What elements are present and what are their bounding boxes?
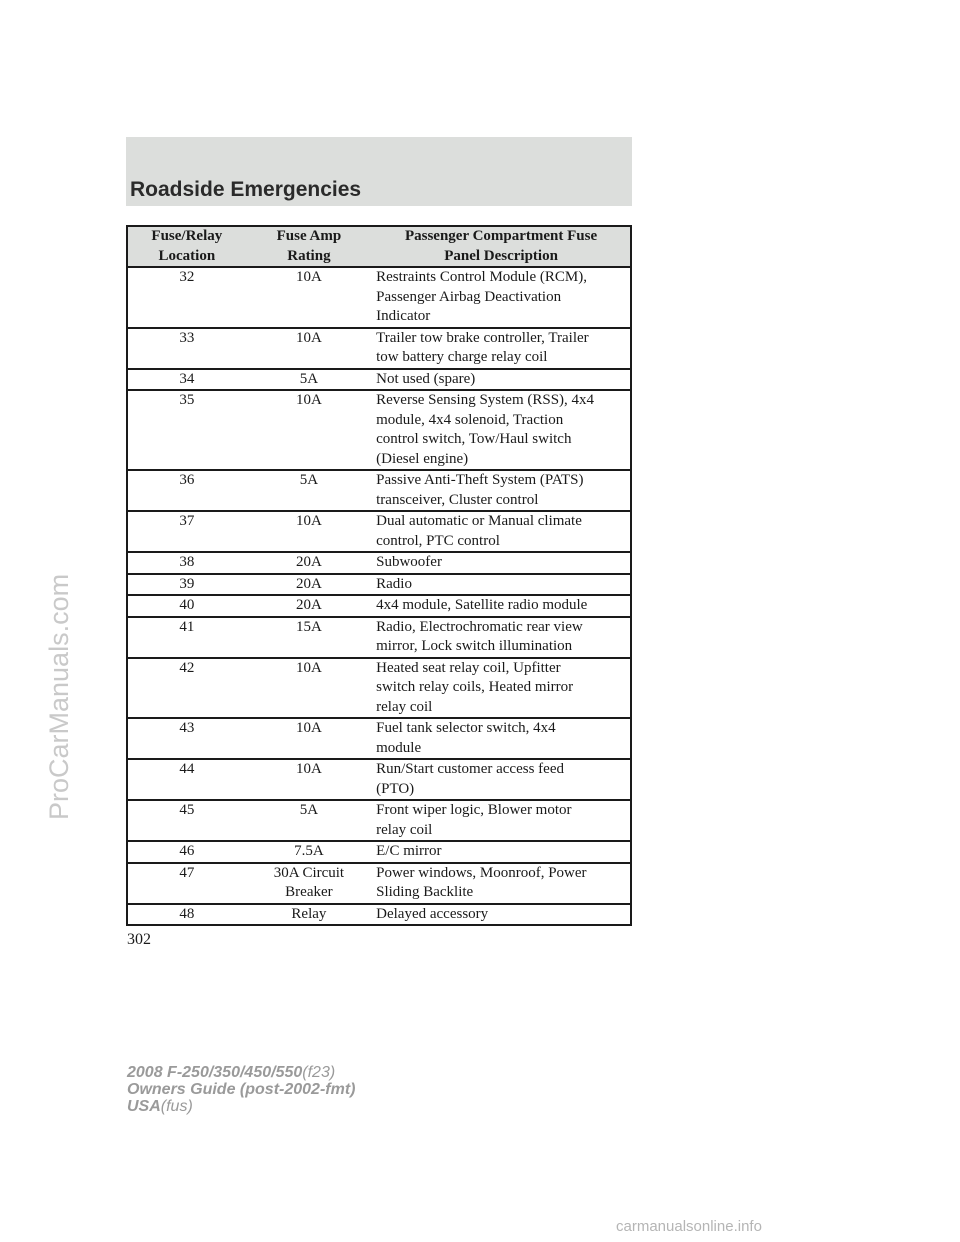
fuse-amp-cell: 20A	[246, 574, 372, 596]
table-row	[127, 328, 631, 369]
fuse-location-cell: 39	[127, 574, 246, 596]
fuse-table	[126, 225, 632, 926]
fuse-location-cell: 41	[127, 617, 246, 658]
table-row	[127, 800, 631, 841]
column-header-description: Passenger Compartment Fuse Panel Description	[372, 226, 631, 267]
table-row	[127, 617, 631, 658]
fuse-description-cell: 4x4 module, Satellite radio module	[372, 595, 631, 617]
fuse-location-cell: 47	[127, 863, 246, 904]
fuse-location-cell: 44	[127, 759, 246, 800]
table-row	[127, 470, 631, 511]
fuse-amp-cell: 10A	[246, 511, 372, 552]
table-row	[127, 841, 631, 863]
fuse-description-cell: Front wiper logic, Blower motor relay coil	[372, 800, 631, 841]
fuse-amp-cell: 5A	[246, 470, 372, 511]
fuse-amp-cell: 5A	[246, 369, 372, 391]
table-row	[127, 759, 631, 800]
fuse-amp-cell: 10A	[246, 658, 372, 719]
fuse-description-cell: E/C mirror	[372, 841, 631, 863]
fuse-amp-cell: Relay	[246, 904, 372, 926]
fuse-description-cell: Fuel tank selector switch, 4x4 module	[372, 718, 631, 759]
fuse-location-cell: 33	[127, 328, 246, 369]
table-row	[127, 267, 631, 328]
fuse-description-cell: Trailer tow brake controller, Trailer tow battery charge relay coil	[372, 328, 631, 369]
fuse-table-body	[127, 267, 631, 925]
fuse-description-cell: Radio	[372, 574, 631, 596]
table-row	[127, 658, 631, 719]
table-row	[127, 718, 631, 759]
fuse-location-cell: 34	[127, 369, 246, 391]
column-header-amp-rating: Fuse Amp Rating	[246, 226, 372, 267]
fuse-description-cell: Run/Start customer access feed (PTO)	[372, 759, 631, 800]
fuse-amp-cell: 10A	[246, 267, 372, 328]
page-number: 302	[127, 931, 151, 948]
table-header-row	[127, 226, 631, 267]
fuse-amp-cell: 20A	[246, 595, 372, 617]
fuse-amp-cell: 15A	[246, 617, 372, 658]
footer-guide: Owners Guide (post-2002-fmt)	[127, 1081, 356, 1098]
table-row	[127, 369, 631, 391]
footer-region-code: (fus)	[160, 1098, 193, 1115]
fuse-location-cell: 38	[127, 552, 246, 574]
table-row	[127, 574, 631, 596]
section-title: Roadside Emergencies	[130, 178, 362, 201]
fuse-description-cell: Heated seat relay coil, Upfitter switch relay coils, Heated mirror relay coil	[372, 658, 631, 719]
fuse-location-cell: 46	[127, 841, 246, 863]
fuse-amp-cell: 10A	[246, 390, 372, 470]
fuse-amp-cell: 7.5A	[246, 841, 372, 863]
table-row	[127, 863, 631, 904]
fuse-amp-cell: 10A	[246, 718, 372, 759]
fuse-location-cell: 35	[127, 390, 246, 470]
fuse-description-cell: Power windows, Moonroof, Power Sliding Backlite	[372, 863, 631, 904]
fuse-amp-cell: 10A	[246, 328, 372, 369]
table-row	[127, 595, 631, 617]
fuse-description-cell: Radio, Electrochromatic rear view mirror, Lock switch illumination	[372, 617, 631, 658]
fuse-description-cell: Not used (spare)	[372, 369, 631, 391]
table-row	[127, 511, 631, 552]
fuse-description-cell: Delayed accessory	[372, 904, 631, 926]
fuse-amp-cell: 5A	[246, 800, 372, 841]
fuse-amp-cell: 10A	[246, 759, 372, 800]
document-footer	[127, 1064, 355, 1115]
fuse-description-cell: Subwoofer	[372, 552, 631, 574]
side-watermark: ProCarManuals.com	[44, 573, 74, 820]
fuse-location-cell: 40	[127, 595, 246, 617]
fuse-location-cell: 42	[127, 658, 246, 719]
column-header-location: Fuse/Relay Location	[127, 226, 246, 267]
table-row	[127, 390, 631, 470]
fuse-location-cell: 32	[127, 267, 246, 328]
footer-model-code: (f23)	[302, 1064, 336, 1081]
fuse-location-cell: 43	[127, 718, 246, 759]
table-row	[127, 552, 631, 574]
fuse-amp-cell: 30A Circuit Breaker	[246, 863, 372, 904]
fuse-amp-cell: 20A	[246, 552, 372, 574]
footer-model: 2008 F-250/350/450/550	[127, 1064, 303, 1081]
fuse-location-cell: 45	[127, 800, 246, 841]
footer-region: USA	[127, 1098, 161, 1115]
fuse-description-cell: Passive Anti-Theft System (PATS) transceiver, Cluster control	[372, 470, 631, 511]
fuse-description-cell: Dual automatic or Manual climate control, PTC control	[372, 511, 631, 552]
bottom-watermark: carmanualsonline.info	[616, 1218, 762, 1235]
fuse-description-cell: Restraints Control Module (RCM), Passenger Airbag Deactivation Indicator	[372, 267, 631, 328]
fuse-description-cell: Reverse Sensing System (RSS), 4x4 module, 4x4 solenoid, Traction control switch, Tow/Haul switch (Diesel engine)	[372, 390, 631, 470]
fuse-location-cell: 36	[127, 470, 246, 511]
fuse-location-cell: 48	[127, 904, 246, 926]
table-row	[127, 904, 631, 926]
fuse-location-cell: 37	[127, 511, 246, 552]
